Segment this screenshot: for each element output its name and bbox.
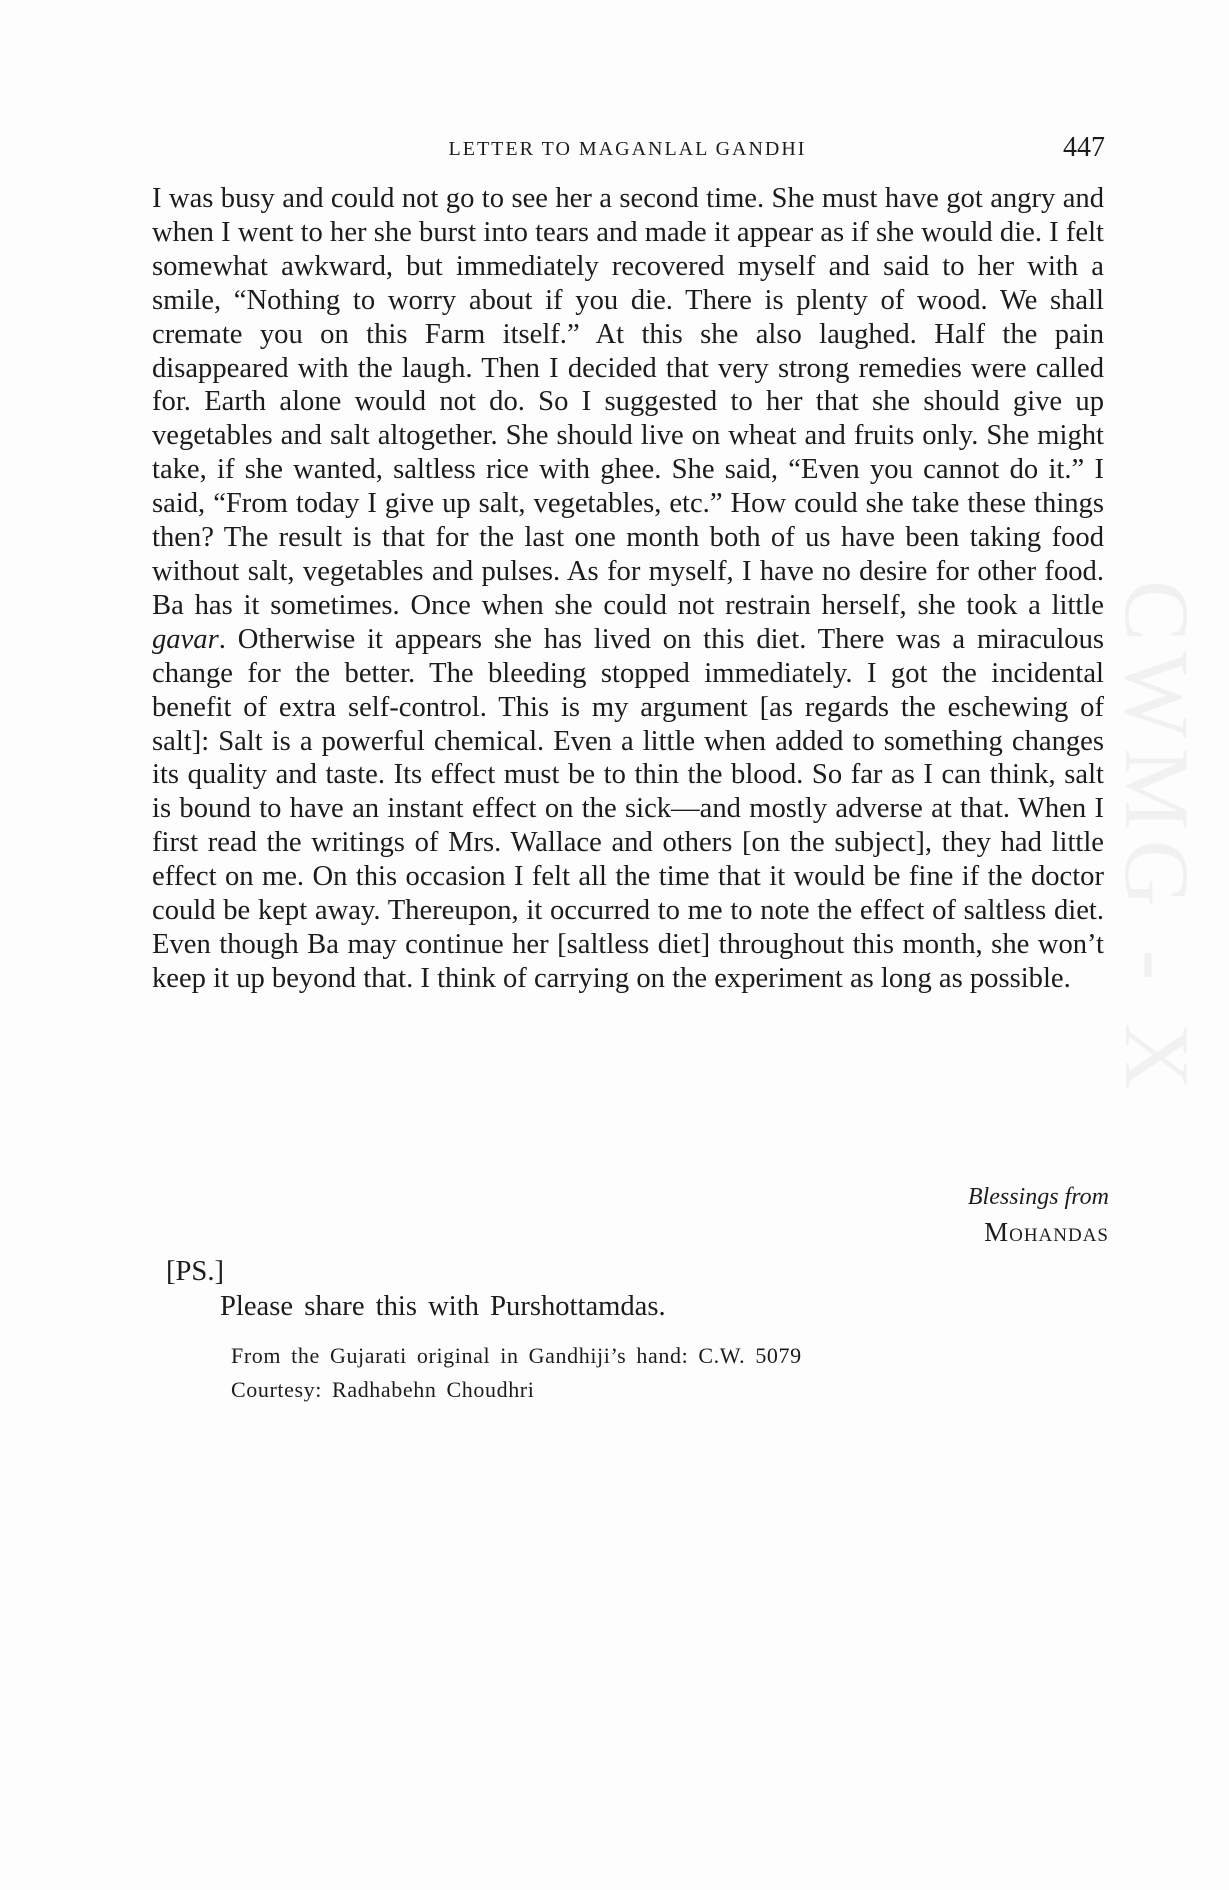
postscript-text: Please share this with Purshottamdas.: [220, 1291, 666, 1322]
italic-term: gavar: [152, 623, 219, 655]
postscript-label: [PS.]: [166, 1256, 224, 1287]
running-head: [150, 132, 1105, 168]
source-note: [231, 1339, 802, 1407]
body-text-part-1: I was busy and could not go to see her a second time. She must have got angry and when I went to her she burst into tears and made it appear as if she would die. I felt somewhat awkward, but immediately recovered myself and said to her with a smile, “Nothing to worry about if you die. There is plenty of wood. We shall cremate you on this Farm itself.” At this she also laughed. Half the pain disappeared with the laugh. Then I decided that very strong remedies were called for. Earth alone would not do. So I suggested to her that she should give up vegetables and salt altogether. She should live on wheat and fruits only. She might take, if she wanted, saltless rice with ghee. She said, “Even you cannot do it.” I said, “From today I give up salt, vegetables, etc.” How could she take these things then? The result is that for the last one month both of us have been taking food without salt, vegetables and pulses. As for myself, I have no desire for other food. Ba has it sometimes. Once when she could not restrain herself, she took a little: [152, 183, 1104, 621]
signoff: [968, 1180, 1109, 1250]
watermark-text: CWMG - X: [1106, 580, 1208, 1100]
watermark: [1106, 580, 1212, 1300]
body-text-part-2: . Otherwise it appears she has lived on this diet. There was a miraculous change for the better. The bleeding stopped immediately. I got the incidental benefit of extra self-control. This is my argument [as regards the eschewing of salt]: Salt is a powerful chemical. Even a little when added to something changes its quality and taste. Its effect must be to thin the blood. So far as I can think, salt is bound to have an instant effect on the sick—and mostly adverse at that. When I first read the writings of Mrs. Wallace and others [on the subject], they had little effect on me. On this occasion I felt all the time that it would be fine if the doctor could be kept away. Thereupon, it occurred to me to note the effect of saltless diet. Even though Ba may continue her [saltless diet] throughout this month, she won’t keep it up beyond that. I think of carrying on the experiment as long as possible.: [152, 623, 1104, 994]
source-original: From the Gujarati original in Gandhiji’s hand: C.W. 5079: [231, 1343, 802, 1368]
source-courtesy: Courtesy: Radhabehn Choudhri: [231, 1377, 535, 1402]
running-title: LETTER TO MAGANLAL GANDHI: [448, 138, 807, 160]
page-number: 447: [1063, 132, 1105, 163]
letter-body: [152, 182, 1104, 996]
blessings-line: Blessings from: [967, 1184, 1109, 1210]
signature: Mohandas: [984, 1217, 1109, 1247]
